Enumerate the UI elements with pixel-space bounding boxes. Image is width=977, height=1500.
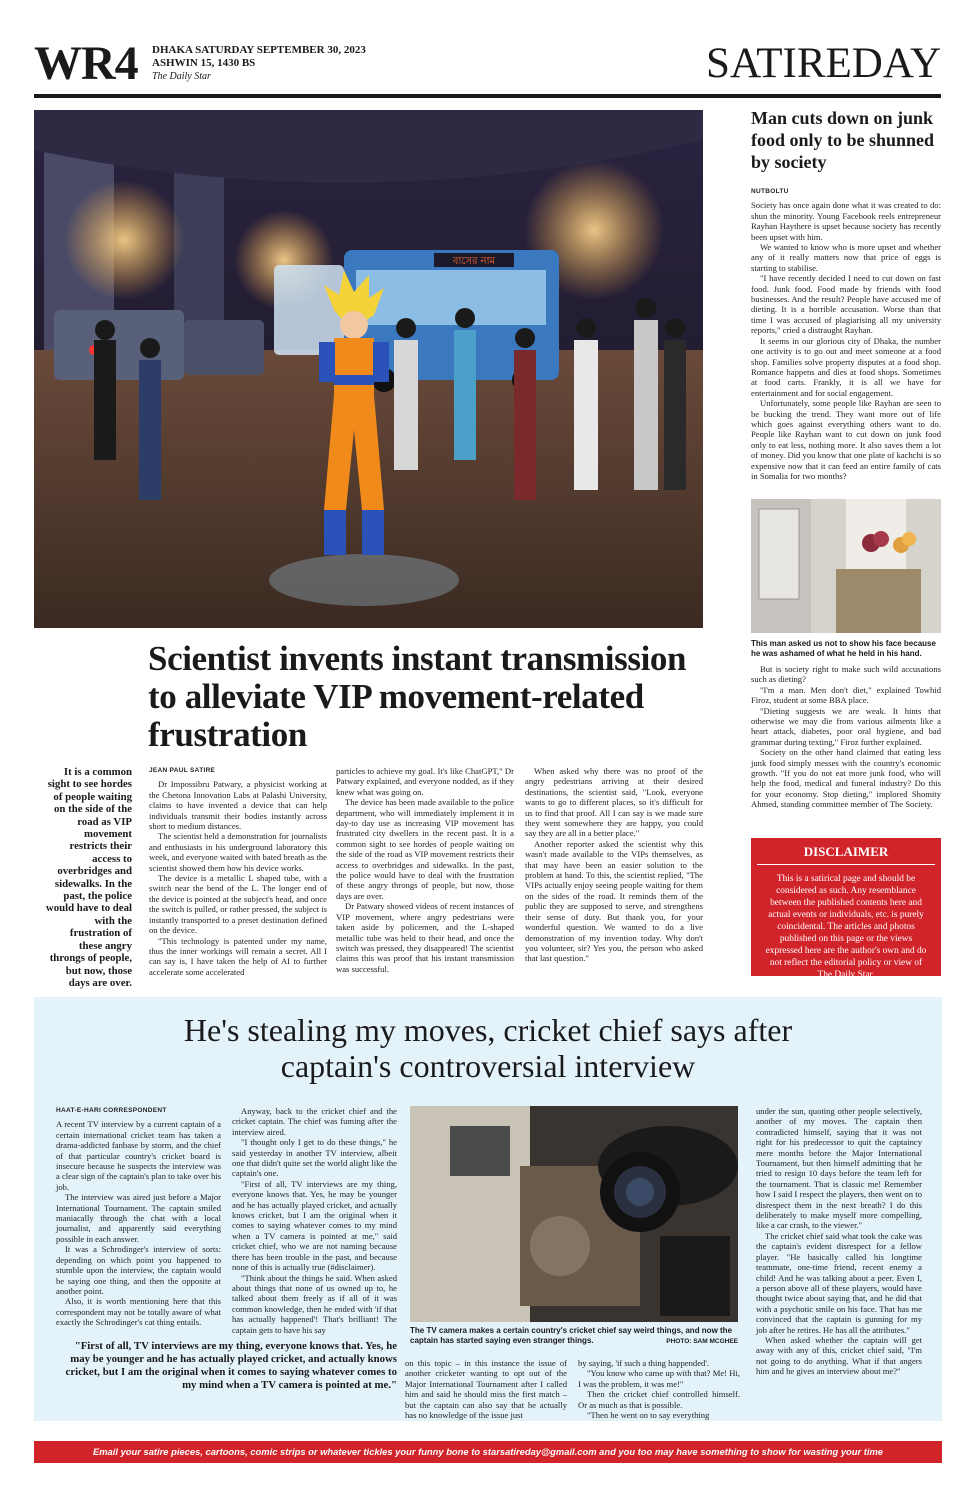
paragraph: "I thought only I get to do these things," he said yesterday in another TV interview, albeit one that didn't quite set the world alight like the captain's one. <box>232 1137 397 1179</box>
paragraph: Anyway, back to the cricket chief and the cricket captain. The chief was fuming after the interview aired. <box>232 1106 397 1137</box>
paragraph: The cricket chief said what took the cake was the captain's evident disrespect for a fellow player. "He basically called his longtime teammate, one-time friend, recent enemy a child! And he was talking about a peer. Even I, a person above all of these players, would have thought twice about saying that, and he did that with a psychotic smile on his face. That has me convinced that the captain is gunning for my job after he retires. He has all the attributes." <box>756 1230 922 1335</box>
cars <box>54 310 184 380</box>
paragraph: The interview was aired just before a Major International Tournament. The captain smiled maniacally through the chat with a local journalist, and apparently said everything possible in each answer. <box>56 1192 221 1244</box>
paragraph: "You know who came up with that? Me! Hi, I was the problem, it was me!" <box>578 1368 740 1389</box>
man-holding-eggs-illustration <box>751 499 941 633</box>
paragraph: The device is a metallic L shaped tube, with a switch near the bend of the L. The longer end of the device is pointed at the subject's head, and once the switch is pulled, or rather pressed, the subject is instantly transported to a preset destination defined on the device. <box>149 873 327 936</box>
main-headline: Scientist invents instant transmission to alleviate VIP movement-related frustration <box>148 639 687 754</box>
paragraph: Dr Impossibru Patwary, a physicist working at the Chetona Innovation Labs at Palashi University, claims to have invented a device that can help individuals transmit their bodies instantly across short to medium distances. <box>149 779 327 832</box>
paragraph: The scientist held a demonstration for journalists and enthusiasts in his underground laboratory this week, and everyone waited with bated breath as the scientist showed them how his device works. <box>149 831 327 873</box>
paragraph: A recent TV interview by a current captain of a certain international cricket team has taken a drama-addicted fanbase by storm, and the chief of that particular country's cricket board is insecure because he suspects the interview was a clear sign of the captain's plan to take over his job. <box>56 1119 221 1192</box>
sidebar-photo <box>751 499 941 633</box>
cricket-col3b <box>578 1358 740 1420</box>
bus-sign: বাসের নাম <box>452 256 496 267</box>
photo-credit: PHOTO: SAM MCGHEE <box>666 1338 738 1345</box>
main-photo <box>34 110 703 628</box>
paragraph: on this topic – in this instance the issue of another cricketer wanting to opt out of the Major International Tournament after I called him and said he should miss the first match – but the captain can also say that he actually has no knowledge of the issue just <box>405 1358 567 1421</box>
sidebar-headline: Man cuts down on junk food only to be shunned by society <box>751 108 935 172</box>
sidebar-top-text <box>751 187 941 481</box>
main-story-col2 <box>336 766 514 974</box>
masthead-rule <box>34 94 941 98</box>
disclaimer-box <box>751 838 941 980</box>
paragraph: Unfortunately, some people like Rayhan are seen to be bucking the trend. They want more out of life which goes against everything others want to do. People like Rayhan want to cut down on junk food only to eat less, nothing more. It also saves them a lot of money. Did you know that one plate of kachchi is so expensive now that it can feed an entire family of cats in Somalia for two months? <box>751 398 941 481</box>
paragraph: Then the cricket chief controlled himself. Or as much as that is possible. <box>578 1389 740 1410</box>
paragraph: Also, it is worth mentioning here that this correspondent may not be totally aware of what exactly the Schrodinger's cat thing entails. <box>56 1296 221 1328</box>
main-byline: JEAN PAUL SATIRE <box>149 767 216 774</box>
paragraph: particles to achieve my goal. It's like ChatGPT," Dr Patwary explained, and everyone nodded, as if they knew what was going on. <box>336 766 514 797</box>
cricket-byline: HAAT-E-HARI CORRESPONDENT <box>56 1107 167 1114</box>
dateline: DHAKA SATURDAY SEPTEMBER 30, 2023 <box>152 44 366 56</box>
paragraph: Society on the other hand claimed that eating less junk food simply messes with the country's economic growth. "If you do not eat more junk food, who will help the food, medical and funeral industry? Do this for your economy. Stop dieting," implored Shomity Ahmed, standing committee member of The Society. <box>751 747 941 810</box>
paragraph: "I'm a man. Men don't diet," explained Towhid Firoz, student at some BBA place. <box>751 684 941 706</box>
cricket-col2 <box>232 1106 397 1335</box>
cricket-col3a <box>405 1358 567 1420</box>
main-story-col1 <box>149 766 327 977</box>
cricket-col1 <box>56 1106 221 1328</box>
main-pull-quote: It is a common sight to see hordes of people waiting on the side of the road as VIP movement restricts their access to overbridges and sidewalks. In the past, the police would have to deal with the frustration of these angry throngs of people, but now, those days are over. <box>45 766 132 989</box>
bangla-date: ASHWIN 15, 1430 BS <box>152 57 256 69</box>
paragraph: Another reporter asked the scientist why this wasn't made available to the VIPs themselves, as that may have been an easier solution to the problem at hand. To this, the scientist replied, "The VIPs actually enjoy seeing people waiting for them on the sides of the road. It reminds them of the public they are supposed to serve, and strengthens their sense of duty. But thank you, for your wonderful question. We wanted to do a live demonstration of my invention today. Why don't you volunteer, sir? Yes you, the person who asked that last question." <box>525 838 703 964</box>
submission-footer: Email your satire pieces, cartoons, comic strips or whatever tickles your funny bone to starsatireday@gmail.com and you too may have something to show for wasting your time <box>34 1441 942 1463</box>
paragraph: Society has once again done what it was created to do: shun the minority. Young Facebook reels entrepreneur Rayhan Haythere is upset because society has recently been upset with him. <box>751 200 941 242</box>
paragraph: "Think about the things he said. When asked about things that none of us owned up to, he talked about them freely as if all of it was common knowledge, then he ended with 'if that has actually happened'! That's brilliant! The captain gets to have his say <box>232 1272 397 1335</box>
paper-name: The Daily Star <box>152 71 211 82</box>
caption-text: The TV camera makes a certain country's cricket chief say weird things, and now the captain has started saying even stranger things. <box>410 1326 733 1345</box>
night-street-illustration <box>34 110 703 628</box>
paragraph: When asked why there was no proof of the angry pedestrians arriving at their desired destinations, the scientist said, "Look, everyone wants to go to different places, so it's difficult for us to find that proof. All I can say is we made sure they went somewhere they are happy, you could say they are all in a better place." <box>525 766 703 839</box>
cricket-photo <box>410 1106 738 1322</box>
cricket-headline-line1: He's stealing my moves, cricket chief says after <box>183 1012 793 1048</box>
masthead-meta <box>152 44 366 83</box>
disclaimer-title: DISCLAIMER <box>757 838 935 865</box>
paragraph: "First of all, TV interviews are my thing, everyone knows that. Yes, he may be younger and he has actually played cricket, and actually knows cricket, but I am the original when it comes to saying whatever comes to my mind when a TV camera is pointed at me," said cricket chief, who we are not naming because there has been trouble in the past, and because none of this is actually true (#disclaimer). <box>232 1178 397 1273</box>
paragraph: When asked whether the captain will get away with any of this, cricket chief said, "I'm not going to do anything. What if that angers him and he gives an interview about me?" <box>756 1334 922 1377</box>
paragraph: by saying, 'if such a thing happended'. <box>578 1358 710 1368</box>
paragraph: "I have recently decided I need to cut down on fast food. Junk food. Food made by friends with food businesses. And the result? People have accused me of dieting. It is a horrible accusation. Worse than that time I was accused of plagiarising all my university reports," cried a distraught Rayhan. <box>751 273 941 336</box>
sidebar-photo-caption: This man asked us not to show his face because he was ashamed of what he held in his hand. <box>751 639 936 658</box>
cricket-photo-caption <box>410 1326 738 1347</box>
paragraph: Dr Patwary showed videos of recent instances of VIP movement, where angry pedestrians were taken aside by policemen, and the L-shaped metallic tube was held to their head, and once the switch was pressed, they disappeared! The scientist claims this was proof that his instant transmission was successful. <box>336 901 514 974</box>
paragraph: under the sun, quoting other people selectively, another of my moves. The captain then contradicted himself, saying that it was not right for his predecessor to quit the captaincy mere months before the Major International Tournament, but then himself admitting that he tried to resign 10 days before the team left for the tournament. That is classic me! Remember how I said I respect the players, then went on to disrespect them in the next breath? I do this deliberately to make myself more compelling, like a car crash, to the viewer." <box>756 1106 922 1231</box>
tv-camera-illustration <box>410 1106 738 1322</box>
bus-2 <box>274 265 344 355</box>
paragraph: But is society right to make such wild accusations such as dieting? <box>751 664 941 685</box>
paragraph: We wanted to know who is more upset and whether any of it really matters now that price of eggs is starting to stabilise. <box>751 242 941 273</box>
paragraph: It was a Schrodinger's interview of sorts: depending on which point you happened to stumble upon the interview, the captain would be saying one thing, and then the opposite at another point. <box>56 1244 221 1296</box>
sidebar-bottom-text <box>751 664 941 810</box>
section-title: SATIREDAY <box>706 40 941 87</box>
puddle <box>269 554 459 606</box>
paragraph: It seems in our glorious city of Dhaka, the number one activity is to go out and meet someone at a food shop. Families solve property disputes at a food shop. Romance happens and dies at food shops. Sometimes at food carts. Frankly, it is all we have for entertainment and for social engagement. <box>751 335 941 398</box>
cricket-pull-quote: "First of all, TV interviews are my thing, everyone knows that. Yes, he may be younger and he has actually played cricket, and actually knows cricket, but I am the original when it comes to saying whatever comes to my mind when a TV camera is pointed at me." <box>65 1340 397 1391</box>
cricket-headline <box>34 1012 942 1084</box>
cricket-col4 <box>756 1106 922 1377</box>
disclaimer-text: This is a satirical page and should be considered as such. Any resemblance between the published contents here and actual events or individuals, etc. is purely coincidental. The articles and photos published on this page or the views expressed here are the author's own and do not reflect the editorial policy or view of The Daily Star. <box>765 874 927 980</box>
sidebar-byline: NUTBOLTU <box>751 188 789 195</box>
main-story-col3 <box>525 766 703 964</box>
paragraph: "Dieting suggests we are weak. It hints that otherwise we may die from various ailments like a heart attack, diabetes, poor oral hygiene, and bad grammar during texting," Firoz further explained. <box>751 705 941 747</box>
cricket-headline-line2: captain's controversial interview <box>280 1048 696 1084</box>
paragraph: "Then he went on to say everything <box>587 1410 710 1421</box>
paragraph: The device has been made available to the police department, who will immediately implement it in day-to day use as increasing VIP movement has frustrated city dwellers in the recent past. It is a common sight to see hordes of people waiting on the side of the road as VIP movement restricts their access to overbridges and sidewalks. In the past, the police would have to deal with the frustration of these angry throngs of people, but now, those days are over. <box>336 797 514 901</box>
paragraph: "This technology is patented under my name, thus the inner workings will remain a secret. All I can say is, I have taken the help of AI to further accelerate some accelerated <box>149 935 327 977</box>
page-code: WR4 <box>34 37 138 90</box>
